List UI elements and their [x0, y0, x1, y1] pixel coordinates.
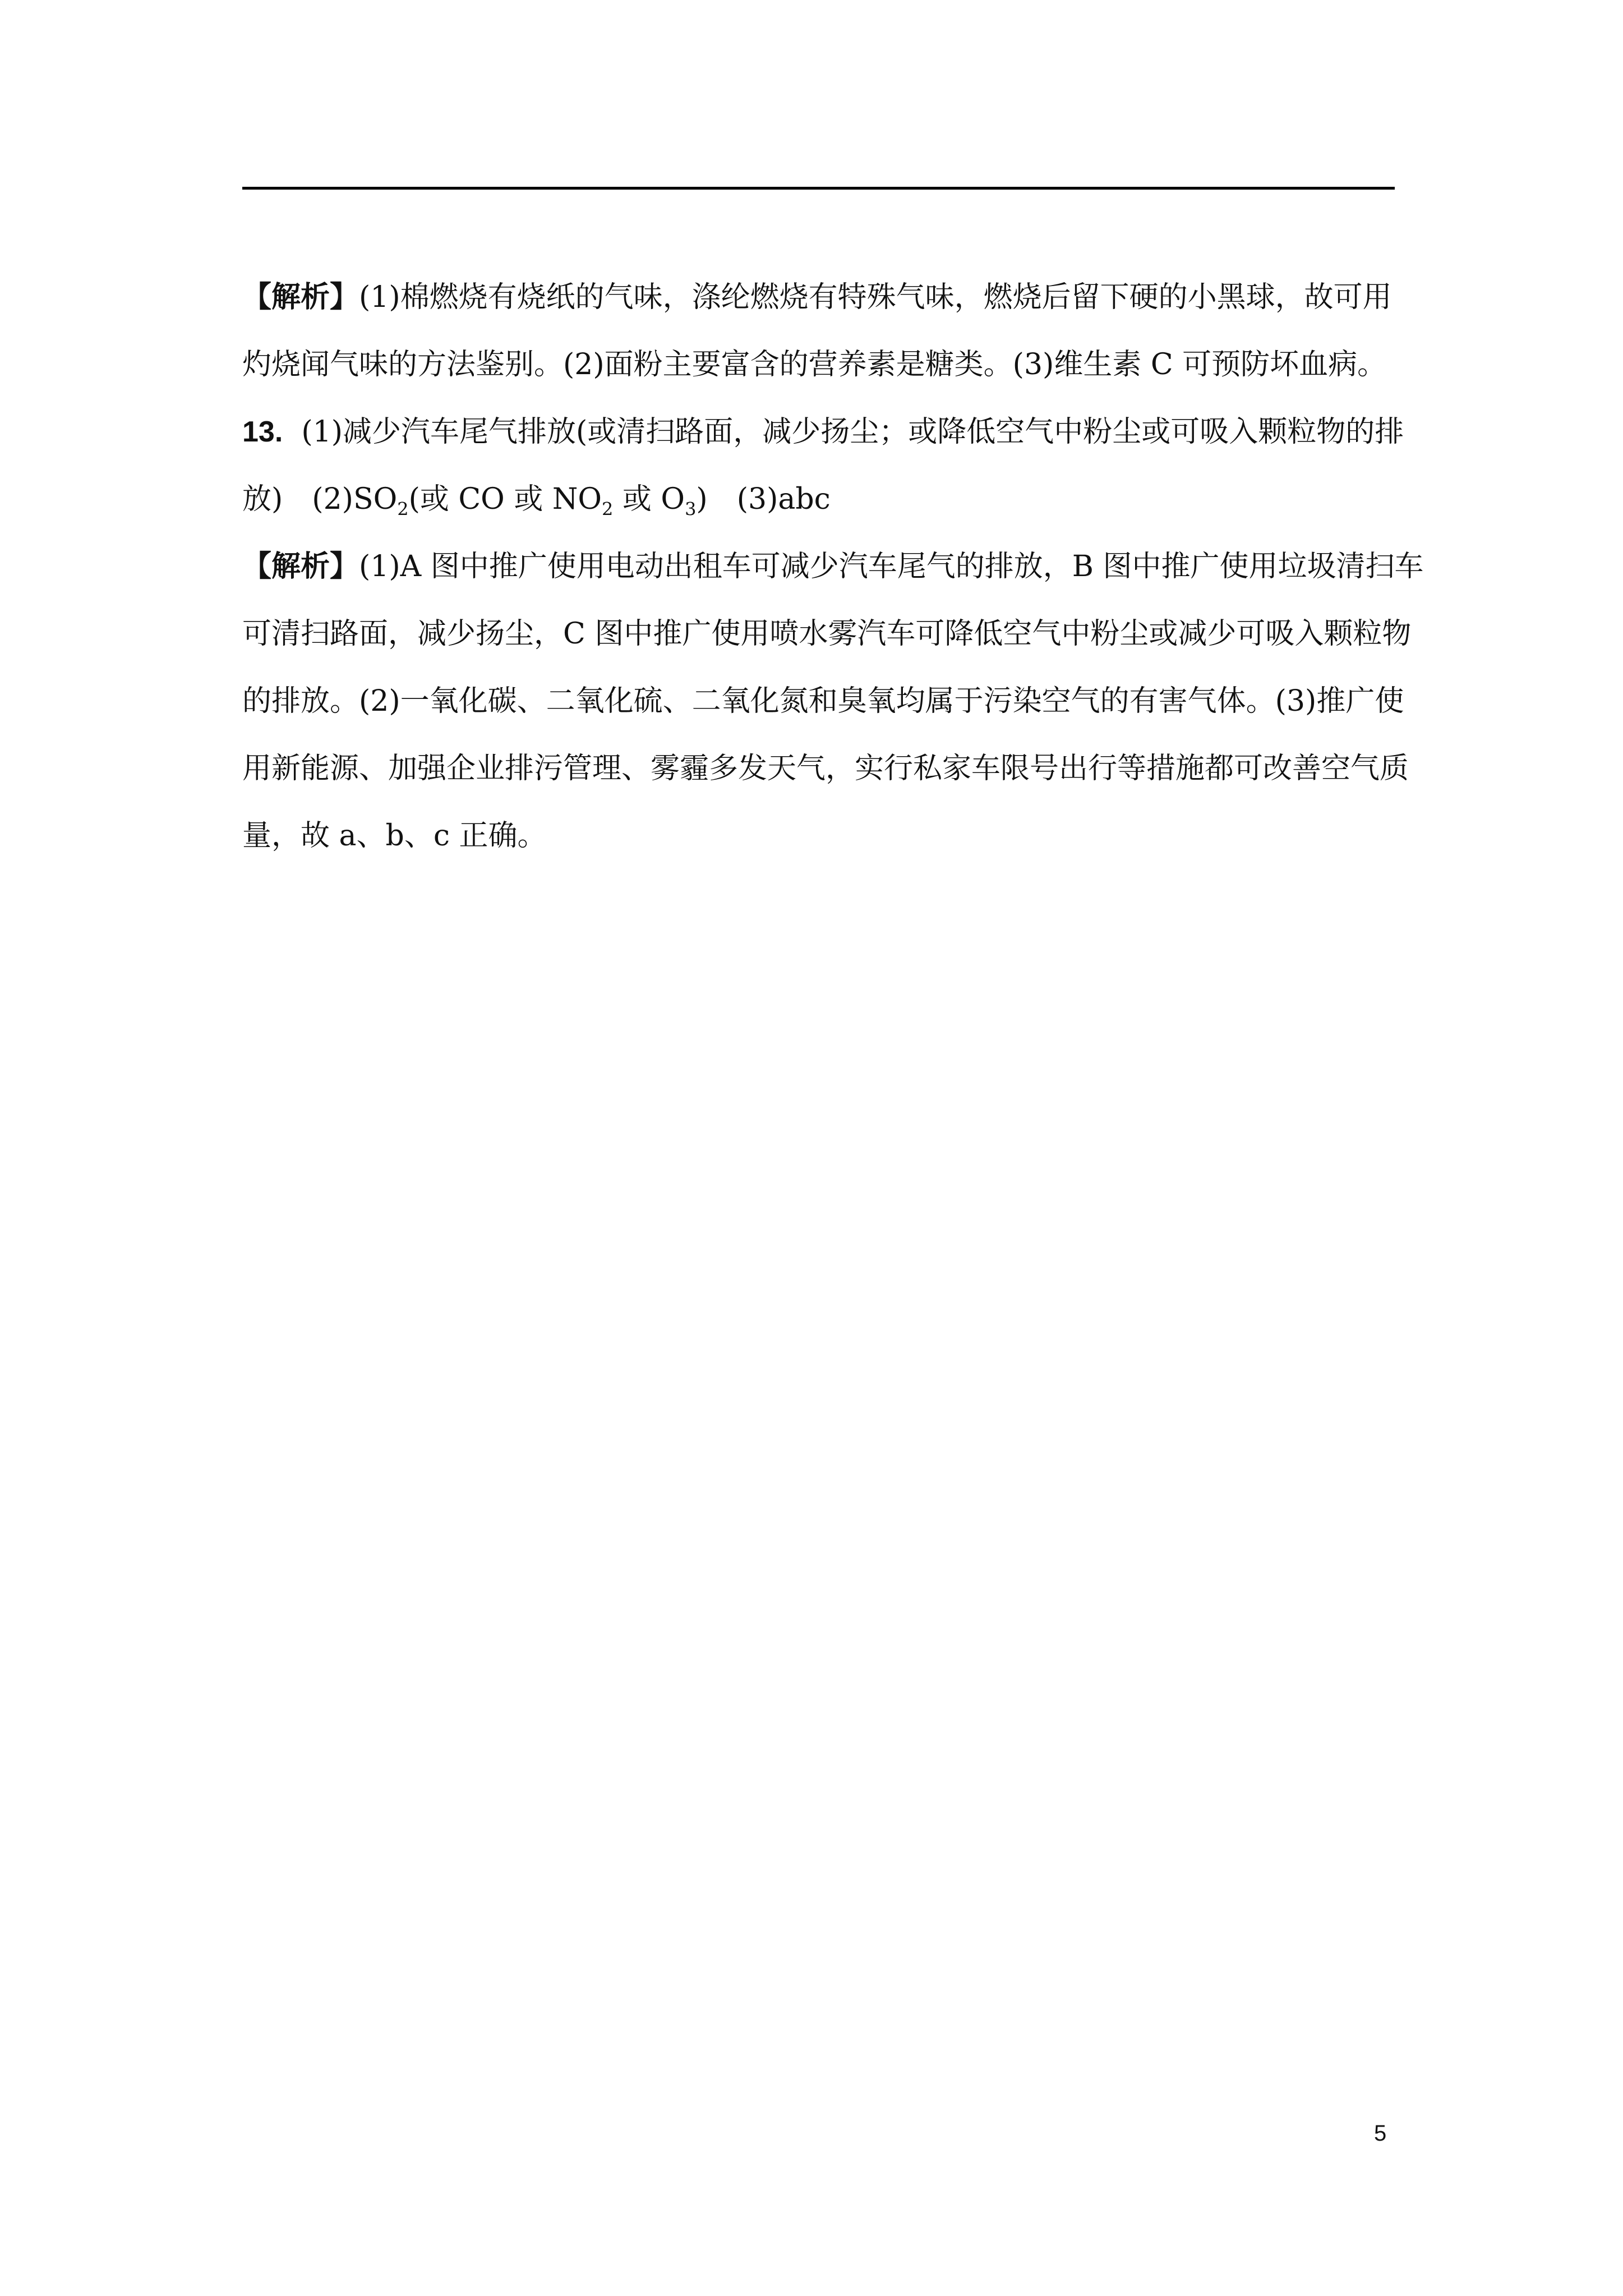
- q13-answer-part-4: ) (3)abc: [696, 482, 831, 516]
- q13-answer-part-2: (或 CO 或 NO: [408, 482, 602, 516]
- page-content: [242, 280, 1424, 886]
- subscript-2: 2: [397, 498, 409, 520]
- q12-analysis-text-2: 灼烧闻气味的方法鉴别。(2)面粉主要富含的营养素是糖类。(3)维生素 C 可预防坏血病。: [242, 348, 1387, 381]
- q13-analysis-text-5: 量，故 a、b、c 正确。: [242, 819, 547, 853]
- page-number: 5: [1374, 2121, 1387, 2146]
- q12-analysis-text-1: (1)棉燃烧有烧纸的气味，涤纶燃烧有特殊气味，燃烧后留下硬的小黑球，故可用: [359, 280, 1392, 314]
- q13-analysis-line-2: [242, 617, 1412, 651]
- q13-analysis-line-1: [242, 549, 1424, 583]
- analysis-tag: 【解析】: [242, 280, 359, 314]
- q13-analysis-line-5: [242, 819, 1403, 853]
- q13-answer-line-2: [242, 482, 1403, 520]
- subscript-2: 2: [602, 498, 614, 520]
- q13-analysis-line-3: [242, 684, 1403, 718]
- q12-analysis-line-2: [242, 348, 1403, 381]
- subscript-3: 3: [685, 498, 697, 520]
- q13-analysis-text-1: (1)A 图中推广使用电动出租车可减少汽车尾气的排放，B 图中推广使用垃圾清扫车: [359, 550, 1424, 583]
- q12-analysis-line-1: [242, 280, 1403, 314]
- header-rule: [242, 187, 1395, 190]
- q13-analysis-text-2: 可清扫路面，减少扬尘，C 图中推广使用喷水雾汽车可降低空气中粉尘或减少可吸入颗粒物: [242, 617, 1412, 651]
- q13-answer-part-1: 放) (2)SO: [242, 482, 398, 516]
- q13-analysis-text-4: 用新能源、加强企业排污管理、雾霾多发天气，实行私家车限号出行等措施都可改善空气质: [242, 752, 1409, 785]
- q13-analysis-text-3: 的排放。(2)一氧化碳、二氧化硫、二氧化氮和臭氧均属于污染空气的有害气体。(3)推广使: [242, 684, 1404, 718]
- q13-answer-line-1: [242, 415, 1403, 449]
- q13-analysis-line-4: [242, 752, 1409, 785]
- analysis-tag: 【解析】: [242, 549, 359, 583]
- q13-answer-part-3: 或 O: [613, 482, 685, 516]
- question-number: 13.: [242, 416, 283, 448]
- q13-answer-text-1: (1)减少汽车尾气排放(或清扫路面，减少扬尘；或降低空气中粉尘或可吸入颗粒物的排: [301, 415, 1404, 449]
